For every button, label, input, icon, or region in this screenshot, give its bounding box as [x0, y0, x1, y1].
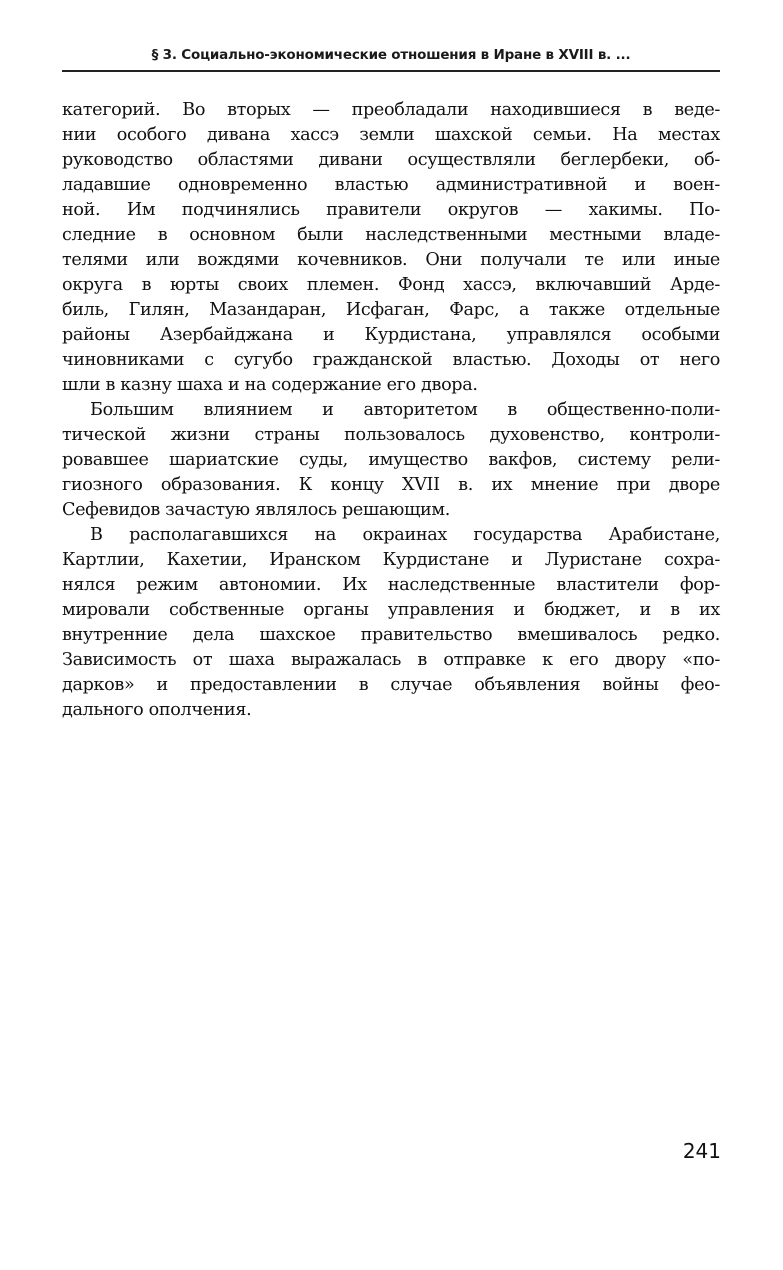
page-number: 241 — [682, 1139, 721, 1163]
text-line: чиновниками с сугубо гражданской властью. Доходы от него — [62, 350, 720, 370]
text-line: нялся режим автономии. Их наследственные властители фор- — [62, 575, 720, 595]
text-line: внутренние дела шахское правительство вмешивалось редко. — [62, 625, 720, 645]
running-head: § 3. Социально-экономические отношения в Иране в XVIII в. ... — [151, 47, 631, 63]
text-line: руководство областями дивани осуществляли беглербеки, об- — [62, 150, 720, 170]
text-line: биль, Гилян, Мазандаран, Исфаган, Фарс, а также отдельные — [62, 300, 720, 320]
text-line: дального ополчения. — [62, 700, 252, 720]
text-line: шли в казну шаха и на содержание его двора. — [62, 375, 478, 395]
text-line: округа в юрты своих племен. Фонд хассэ, включавший Арде- — [62, 275, 720, 295]
text-line: нии особого дивана хассэ земли шахской семьи. На местах — [62, 125, 720, 145]
paragraph-1 — [62, 98, 720, 398]
text-line: ной. Им подчинялись правители округов — хакимы. По- — [62, 200, 720, 220]
text-line: районы Азербайджана и Курдистана, управлялся особыми — [62, 325, 720, 345]
text-line: дарков» и предоставлении в случае объявления войны фео- — [62, 675, 720, 695]
header-rule — [62, 70, 720, 72]
text-line: категорий. Во вторых — преобладали находившиеся в веде- — [62, 100, 720, 120]
text-line: гиозного образования. К концу XVII в. их мнение при дворе — [62, 475, 720, 495]
text-line: следние в основном были наследственными местными владе- — [62, 225, 720, 245]
text-line: мировали собственные органы управления и бюджет, и в их — [62, 600, 720, 620]
text-line: Сефевидов зачастую являлось решающим. — [62, 500, 450, 520]
text-line: телями или вождями кочевников. Они получали те или иные — [62, 250, 720, 270]
text-line: тической жизни страны пользовалось духовенство, контроли- — [62, 425, 720, 445]
text-line: Большим влиянием и авторитетом в общественно-поли- — [90, 400, 720, 420]
paragraph-2 — [62, 398, 720, 523]
text-line: Картлии, Кахетии, Иранском Курдистане и Луристане сохра- — [62, 550, 720, 570]
body-text — [62, 98, 720, 723]
text-line: В располагавшихся на окраинах государства Арабистане, — [90, 525, 720, 545]
text-line: Зависимость от шаха выражалась в отправке к его двору «по- — [62, 650, 720, 670]
text-line: ладавшие одновременно властью административной и воен- — [62, 175, 720, 195]
text-line: ровавшее шариатские суды, имущество вакфов, систему рели- — [62, 450, 720, 470]
paragraph-3 — [62, 523, 720, 723]
